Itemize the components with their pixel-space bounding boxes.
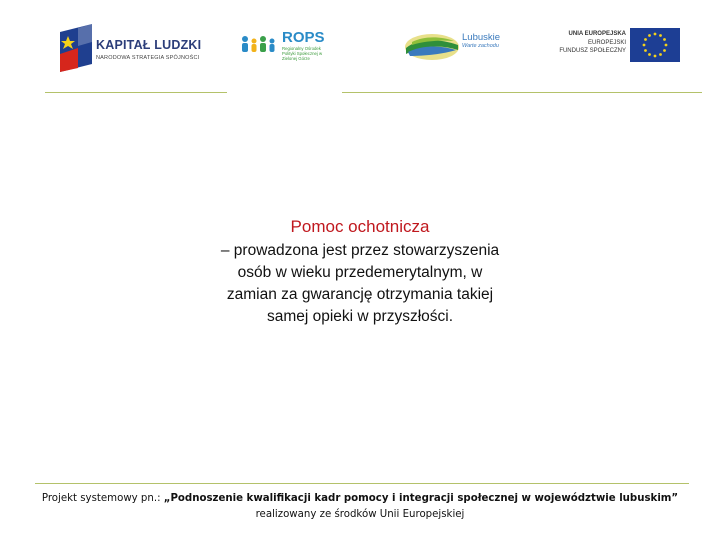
main-body-line: – prowadzona jest przez stowarzyszenia bbox=[220, 242, 500, 259]
footer-text bbox=[30, 491, 690, 523]
eu-line-2: EUROPEJSKI bbox=[587, 40, 626, 46]
header-rule-left bbox=[45, 92, 227, 93]
footer-prefix: Projekt systemowy pn.: bbox=[41, 493, 164, 504]
kapital-ludzki-emblem-icon bbox=[58, 24, 94, 72]
main-body bbox=[160, 240, 560, 328]
eu-line-1: UNIA EUROPEJSKA bbox=[568, 31, 626, 37]
rops-title: ROPS bbox=[282, 29, 325, 46]
header-rule-right bbox=[342, 92, 702, 93]
main-body-line: samej opieki w przyszłości. bbox=[266, 308, 454, 325]
footer-rule bbox=[35, 483, 689, 484]
footer-line-1 bbox=[30, 491, 690, 507]
footer-line-2: realizowany ze środków Unii Europejskiej bbox=[255, 509, 465, 520]
main-body-line: osób w wieku przedemerytalnym, w bbox=[237, 264, 483, 281]
lubuskie-subtitle: Warte zachodu bbox=[462, 43, 499, 49]
main-heading: Pomoc ochotnicza bbox=[290, 217, 430, 236]
kapital-ludzki-subtitle: NARODOWA STRATEGIA SPÓJNOŚCI bbox=[96, 55, 200, 61]
eu-logo bbox=[560, 26, 680, 66]
lubuskie-landscape-icon bbox=[404, 32, 460, 62]
eu-line-3: FUNDUSZ SPOŁECZNY bbox=[559, 48, 626, 54]
rops-subtitle: Regionalny Ośrodek Polityki Społecznej w Zielonej Górze bbox=[282, 46, 323, 61]
kapital-ludzki-logo bbox=[58, 24, 202, 72]
main-body-line: zamian za gwarancję otrzymania takiej bbox=[226, 286, 494, 303]
eu-flag-icon bbox=[630, 28, 680, 62]
lubuskie-logo bbox=[404, 28, 514, 68]
footer-project-name: „Podnoszenie kwalifikacji kadr pomocy i integracji społecznej w województwie lubuskim” bbox=[163, 493, 679, 504]
rops-figures-icon bbox=[240, 34, 280, 58]
lubuskie-title: Lubuskie bbox=[462, 32, 501, 43]
rops-logo bbox=[240, 28, 330, 68]
kapital-ludzki-title: KAPITAŁ LUDZKI bbox=[96, 38, 202, 52]
